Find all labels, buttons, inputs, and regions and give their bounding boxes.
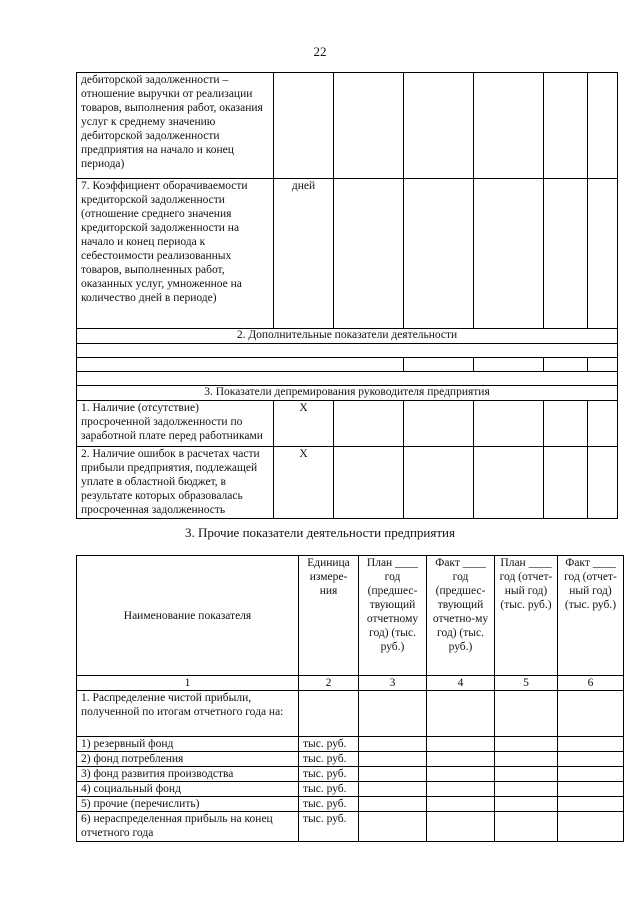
indicator-unit: Х xyxy=(274,447,334,519)
section-title: 2. Дополнительные показатели деятельности xyxy=(77,329,618,344)
value-cell xyxy=(427,737,495,752)
value-cell xyxy=(474,401,544,447)
column-header: Единица измере-ния xyxy=(299,556,359,676)
indicator-name: 6) нераспределенная прибыль на конец отчетного года xyxy=(77,812,299,842)
column-header: Факт ____ год (отчет-ный год) (тыс. руб.) xyxy=(558,556,624,676)
indicator-unit xyxy=(299,691,359,737)
value-cell xyxy=(359,782,427,797)
value-cell xyxy=(359,797,427,812)
empty-row xyxy=(77,344,618,358)
table-row xyxy=(77,179,618,329)
section-row xyxy=(77,329,618,344)
empty-cell xyxy=(77,344,618,358)
empty-cell xyxy=(404,358,474,372)
indicator-unit: тыс. руб. xyxy=(299,767,359,782)
value-cell xyxy=(474,73,544,179)
table-row xyxy=(77,767,624,782)
value-cell xyxy=(495,752,558,767)
indicator-name: 1) резервный фонд xyxy=(77,737,299,752)
table-row xyxy=(77,797,624,812)
section-title: 3. Показатели депремирования руководителя предприятия xyxy=(77,386,618,401)
value-cell xyxy=(427,782,495,797)
indicator-name: 4) социальный фонд xyxy=(77,782,299,797)
empty-row xyxy=(77,358,618,372)
value-cell xyxy=(334,179,404,329)
indicator-name: дебиторской задолженности – отношение выручки от реализации товаров, выполнения работ, оказания услуг к среднему значению дебиторской задолженности предприятия на начало и конец периода) xyxy=(77,73,274,179)
value-cell xyxy=(588,73,618,179)
indicator-unit: тыс. руб. xyxy=(299,752,359,767)
value-cell xyxy=(427,797,495,812)
column-header: План ____ год (отчет-ный год) (тыс. руб.) xyxy=(495,556,558,676)
value-cell xyxy=(427,767,495,782)
value-cell xyxy=(495,782,558,797)
value-cell xyxy=(474,447,544,519)
value-cell xyxy=(495,737,558,752)
indicator-name: 2. Наличие ошибок в расчетах части прибыли предприятия, подлежащей уплате в областной бюджет, в результате которых образовалась просроченная задолженность xyxy=(77,447,274,519)
value-cell xyxy=(359,752,427,767)
column-number: 4 xyxy=(427,676,495,691)
empty-cell xyxy=(474,358,544,372)
column-header: План ____ год (предшес-твующий отчетному год) (тыс. руб.) xyxy=(359,556,427,676)
indicator-unit: тыс. руб. xyxy=(299,737,359,752)
indicator-name: 1. Наличие (отсутствие) просроченной задолженности по заработной плате перед работниками xyxy=(77,401,274,447)
value-cell xyxy=(495,797,558,812)
indicator-name: 1. Распределение чистой прибыли, полученной по итогам отчетного года на: xyxy=(77,691,299,737)
column-number: 1 xyxy=(77,676,299,691)
column-number: 2 xyxy=(299,676,359,691)
indicator-name: 2) фонд потребления xyxy=(77,752,299,767)
value-cell xyxy=(359,812,427,842)
value-cell xyxy=(544,73,588,179)
empty-cell xyxy=(77,372,618,386)
value-cell xyxy=(495,691,558,737)
value-cell xyxy=(404,401,474,447)
page-number: 22 xyxy=(313,44,327,59)
empty-cell xyxy=(544,358,588,372)
value-cell xyxy=(544,179,588,329)
table-row xyxy=(77,752,624,767)
value-cell xyxy=(334,401,404,447)
value-cell xyxy=(334,447,404,519)
indicator-unit: тыс. руб. xyxy=(299,782,359,797)
value-cell xyxy=(474,179,544,329)
value-cell xyxy=(558,737,624,752)
value-cell xyxy=(359,737,427,752)
value-cell xyxy=(359,767,427,782)
table-row xyxy=(77,737,624,752)
value-cell xyxy=(404,447,474,519)
value-cell xyxy=(588,447,618,519)
indicators-table xyxy=(76,72,618,519)
value-cell xyxy=(588,179,618,329)
value-cell xyxy=(427,812,495,842)
section-heading: 3. Прочие показатели деятельности предприятия xyxy=(185,525,455,540)
value-cell xyxy=(544,401,588,447)
indicator-unit xyxy=(274,73,334,179)
section-row xyxy=(77,386,618,401)
value-cell xyxy=(558,691,624,737)
column-header: Факт ____ год (предшес-твующий отчетно-му год) (тыс. руб.) xyxy=(427,556,495,676)
value-cell xyxy=(334,73,404,179)
indicator-unit: тыс. руб. xyxy=(299,797,359,812)
empty-row xyxy=(77,372,618,386)
column-number: 3 xyxy=(359,676,427,691)
table-row xyxy=(77,691,624,737)
value-cell xyxy=(544,447,588,519)
column-number: 6 xyxy=(558,676,624,691)
empty-cell xyxy=(588,358,618,372)
table-row xyxy=(77,401,618,447)
value-cell xyxy=(558,812,624,842)
indicator-unit: тыс. руб. xyxy=(299,812,359,842)
table-row xyxy=(77,447,618,519)
indicator-unit: Х xyxy=(274,401,334,447)
table-row xyxy=(77,782,624,797)
value-cell xyxy=(427,691,495,737)
value-cell xyxy=(558,767,624,782)
other-indicators-table xyxy=(76,555,624,842)
indicator-name: 7. Коэффициент оборачиваемости кредиторской задолженности (отношение среднего значения кредиторской задолженности на начало и конец периода к себестоимости реализованных товаров, выполненных работ, оказанных услуг, умноженное на количество дней в периоде) xyxy=(77,179,274,329)
indicator-name: 5) прочие (перечислить) xyxy=(77,797,299,812)
header-row xyxy=(77,556,624,676)
value-cell xyxy=(558,782,624,797)
empty-cell xyxy=(77,358,404,372)
table-row xyxy=(77,73,618,179)
column-number-row xyxy=(77,676,624,691)
value-cell xyxy=(558,752,624,767)
column-header: Наименование показателя xyxy=(77,556,299,676)
table-row xyxy=(77,812,624,842)
indicator-name: 3) фонд развития производства xyxy=(77,767,299,782)
value-cell xyxy=(588,401,618,447)
value-cell xyxy=(404,73,474,179)
value-cell xyxy=(495,767,558,782)
value-cell xyxy=(427,752,495,767)
value-cell xyxy=(558,797,624,812)
value-cell xyxy=(404,179,474,329)
column-number: 5 xyxy=(495,676,558,691)
indicator-unit: дней xyxy=(274,179,334,329)
value-cell xyxy=(359,691,427,737)
value-cell xyxy=(495,812,558,842)
